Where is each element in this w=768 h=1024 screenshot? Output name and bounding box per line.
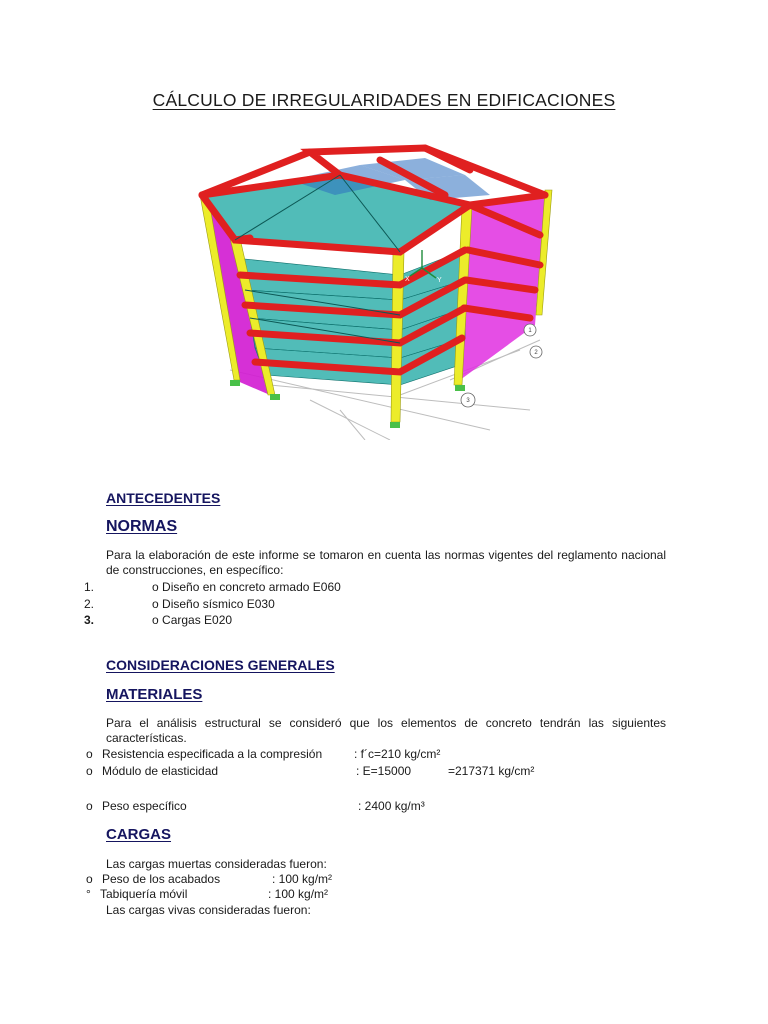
- building-model-image: [190, 140, 570, 440]
- list-bullet: o: [152, 613, 159, 627]
- grid-bubble-label: 2: [534, 350, 538, 356]
- load-label: Tabiquería móvil: [100, 887, 188, 901]
- grid-bubble-label: 1: [528, 328, 532, 334]
- normas-intro-paragraph: Para la elaboración de este informe se tomaron en cuenta las normas vigentes del reglamento nacional de construcciones, en específico:: [106, 548, 666, 577]
- grid-bubble-label: 3: [466, 398, 470, 404]
- list-item-text: Diseño sísmico E030: [162, 597, 275, 611]
- axis-z-label: Z: [420, 243, 425, 250]
- load-value: : 100 kg/m²: [272, 872, 333, 886]
- section-heading-consideraciones: CONSIDERACIONES GENERALES: [106, 657, 335, 673]
- axis-y-label: Y: [437, 277, 442, 284]
- list-number: 2.: [84, 597, 95, 611]
- document-title: CÁLCULO DE IRREGULARIDADES EN EDIFICACIONES: [152, 90, 616, 110]
- list-bullet: o: [86, 872, 93, 886]
- cargas-vivas-intro: Las cargas vivas consideradas fueron:: [106, 903, 311, 917]
- list-bullet: o: [152, 580, 159, 594]
- list-bullet: o: [86, 747, 93, 761]
- material-property-value: : 2400 kg/m³: [358, 799, 425, 813]
- section-heading-materiales: MATERIALES: [106, 686, 203, 703]
- list-bullet: °: [86, 887, 91, 901]
- list-number: 3.: [84, 613, 95, 627]
- list-bullet: o: [86, 764, 93, 778]
- list-item-text: Cargas E020: [162, 613, 233, 627]
- material-property-label: Peso específico: [102, 799, 187, 813]
- load-label: Peso de los acabados: [102, 872, 221, 886]
- list-item-text: Diseño en concreto armado E060: [162, 580, 341, 594]
- materiales-intro-paragraph: Para el análisis estructural se consideró que los elementos de concreto tendrán las siguientes características.: [106, 716, 666, 745]
- material-property-value: : E=15000: [356, 764, 412, 778]
- material-property-label: Resistencia especificada a la compresión: [102, 747, 323, 761]
- list-bullet: o: [86, 799, 93, 813]
- load-value: : 100 kg/m²: [268, 887, 329, 901]
- cargas-muertas-intro: Las cargas muertas consideradas fueron:: [106, 857, 327, 871]
- section-heading-cargas: CARGAS: [106, 826, 172, 843]
- list-item: [152, 597, 275, 611]
- list-bullet: o: [152, 597, 159, 611]
- section-heading-normas: NORMAS: [106, 518, 178, 535]
- list-item: [152, 580, 341, 594]
- section-heading-antecedentes: ANTECEDENTES: [106, 490, 221, 506]
- list-item: [152, 613, 232, 627]
- list-number: 1.: [84, 580, 95, 594]
- axis-x-label: X: [405, 276, 410, 283]
- material-property-label: Módulo de elasticidad: [102, 764, 219, 778]
- material-property-value-extra: =217371 kg/cm²: [448, 764, 535, 778]
- material-property-value: : f´c=210 kg/cm²: [354, 747, 441, 761]
